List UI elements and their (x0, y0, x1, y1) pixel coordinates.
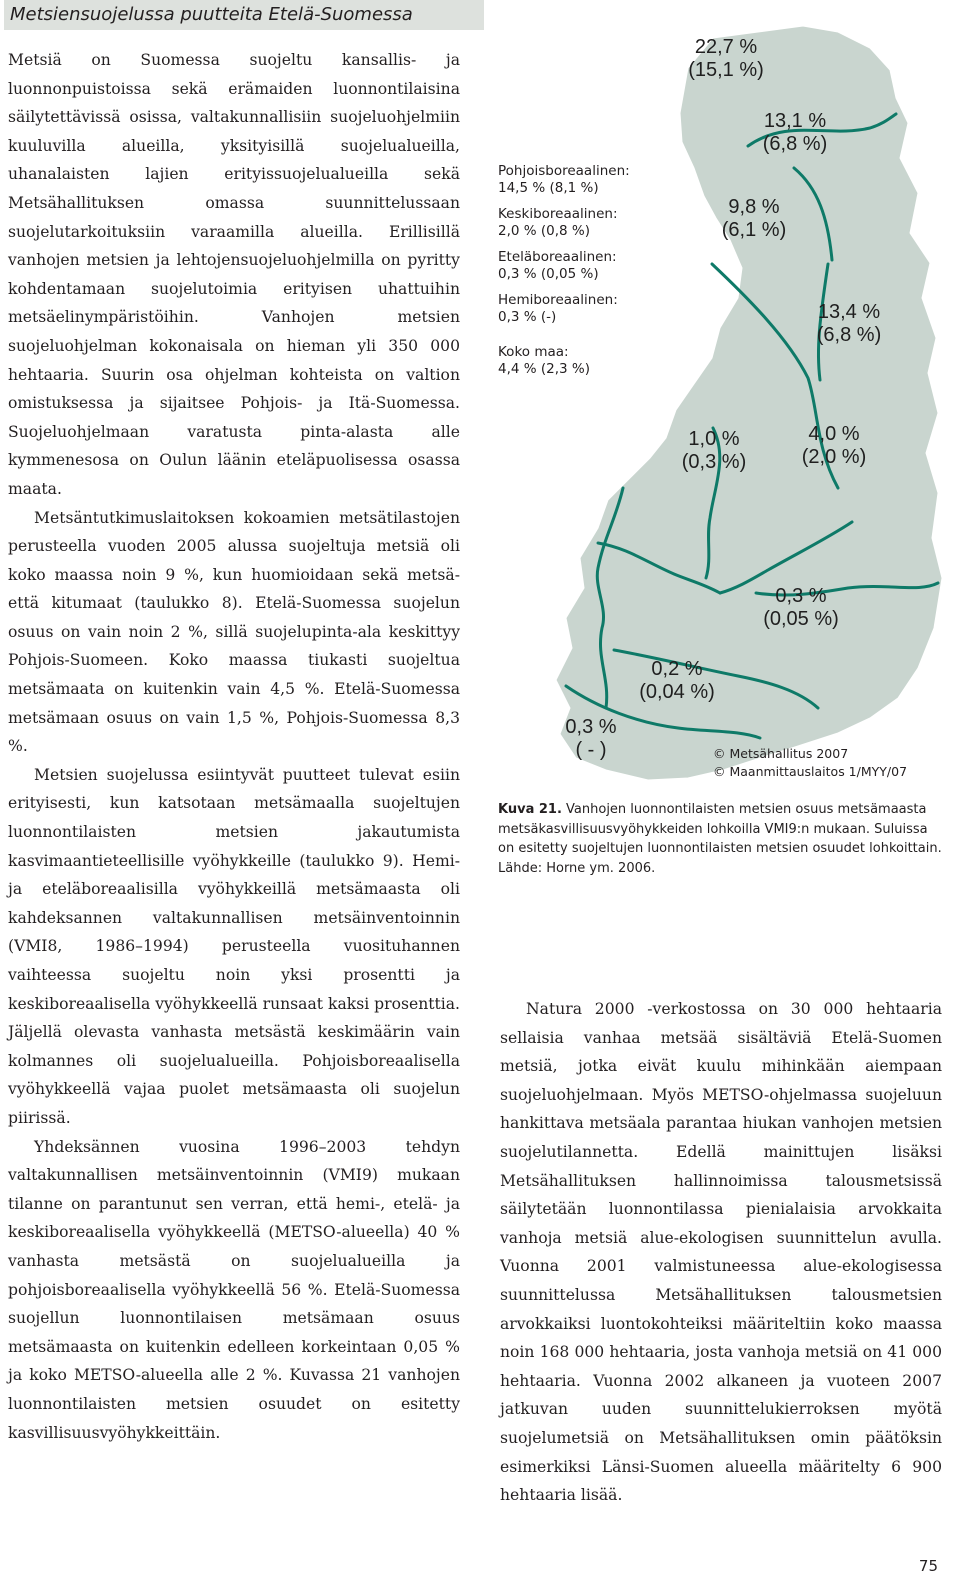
zone-statistics (498, 163, 688, 387)
stat-item: Pohjoisboreaalinen: 14,5 % (8,1 %) (498, 163, 630, 196)
region-label: 13,1 % (6,8 %) (762, 110, 828, 155)
region-label: 1,0 % (0,3 %) (681, 428, 747, 473)
stat-item: Koko maa: 4,4 % (2,3 %) (498, 344, 591, 377)
region-label: 0,3 % (0,05 %) (763, 585, 839, 630)
stat-item: Eteläboreaalinen: 0,3 % (0,05 %) (498, 249, 617, 282)
region-label: 4,0 % (2,0 %) (801, 423, 867, 468)
finland-zone-map (498, 18, 942, 790)
paragraph-5: Natura 2000 -verkostossa on 30 000 hehtaaria sellaisia vanhaa metsää sisältäviä Etelä-Suomen metsiä, jotka eivät kuulu mihinkään aiempaan suojeluohjelmaan. Myös METSO-ohjelmassa suojeluun hankittava metsäala parantaa hiukan vanhojen metsien suojelutilannetta. Edellä mainittujen lisäksi Metsähallituksen hallinnoimissa talousmetsissä säilytetään luonnontilassa pienialaisia arvokkaita vanhoja metsiä alue-ekologisen suunnittelun avulla. Vuonna 2001 valmistuneessa alue-ekologisessa suunnittelussa Metsähallituksen talousmetsien arvokkaiksi luontokohteiksi määriteltiin koko maassa noin 168 000 hehtaaria, josta vanhoja metsiä on 41 000 hehtaaria. Vuonna 2002 alkaneen ja vuoteen 2007 jatkuvan uuden suunnittelukierroksen myötä suojelumetsiä on Metsähallituksen omin päätöksin esimerkiksi Länsi-Suomen alueella määritelty 6 900 hehtaaria lisää. (500, 1000, 942, 1505)
page-number: 75 (918, 1557, 938, 1575)
copyright-maanmittauslaitos: © Maanmittauslaitos 1/MYY/07 (713, 764, 908, 779)
section-title: Metsiensuojelussa puutteita Etelä-Suomessa (4, 0, 484, 30)
region-label: 22,7 % (15,1 %) (688, 36, 764, 81)
figure-caption (498, 800, 942, 878)
paragraph-2: Metsäntutkimuslaitoksen kokoamien metsätilastojen perusteella vuoden 2005 alussa suojeltuja metsiä oli koko maassa noin 9 %, kun huomioidaan sekä metsä- että kitumaat (taulukko 8). Etelä-Suomessa suojelun osuus on vain noin 2 %, sillä suojelupinta-ala keskittyy Pohjois-Suomeen. Koko maassa tiukasti suojeltua metsämaata on kuitenkin vain 4,5 %. Etelä-Suomessa metsämaan osuus on vain 1,5 %, Pohjois-Suomessa 8,3 %. (8, 508, 460, 756)
region-label: 0,3 % ( - ) (565, 716, 617, 761)
stat-item: Hemiboreaalinen: 0,3 % (-) (498, 292, 618, 325)
region-label: 13,4 % (6,8 %) (816, 301, 882, 346)
right-column (500, 995, 942, 1510)
region-label: 9,8 % (6,1 %) (721, 196, 787, 241)
copyright-metsahallitus: © Metsähallitus 2007 (713, 746, 849, 761)
stat-item: Keskiboreaalinen: 2,0 % (0,8 %) (498, 206, 618, 239)
caption-label: Kuva 21. (498, 802, 562, 817)
paragraph-3: Metsien suojelussa esiintyvät puutteet tulevat esiin erityisesti, kun katsotaan metsämaalla suojeltujen luonnontilaisten metsien jakautumista kasvimaantieteellisille vyöhykkeille (taulukko 9). Hemi- ja eteläboreaalisilla vyöhykkeillä metsämaasta oli kahdeksannen valtakunnallisen metsäinventoinnin (VMI8, 1986–1994) perusteella vuosituhannen vaihteessa suojeltu noin yksi prosentti ja keskiboreaalisella vyöhykkeellä runsaat kaksi prosenttia. Jäljellä olevasta vanhasta metsästä keskimäärin vain kolmannes oli suojelualueilla. Pohjoisboreaalisella vyöhykkeellä vajaa puolet metsämaasta oli suojelun piirissä. (8, 765, 461, 1127)
paragraph-1: Metsiä on Suomessa suojeltu kansallis- ja luonnonpuistoissa sekä erämaiden luonnontilaisina säilytettävissä osissa, valtakunnallisiin suojeluohjelmiin kuuluvilla alueilla, yksityisillä suojelualueilla, uhanalaisten lajien erityissuojelualueilla sekä Metsähallituksen omassa suunnittelussaan suojelutarkoituksiin varaamilla alueilla. Erillisillä vanhojen metsien ja lehtojensuojeluohjelmilla on pyritty kohdentamaan suojelutoimia erityisen uhattuihin metsäelinympäristöihin. Vanhojen metsien suojeluohjelman kokonaisala on hieman yli 350 000 hehtaaria. Suurin osa ohjelman kohteista on valtion omistuksessa ja sijaitsee Pohjois- ja Itä-Suomessa. Suojeluohjelmaan varatusta pinta-alasta alle kymmenesosa on Oulun läänin eteläpuolisessa osassa maata. (8, 51, 460, 498)
caption-text: Vanhojen luonnontilaisten metsien osuus metsämaasta metsäkasvillisuusvyöhykkeiden lohkoilla VMI9:n mukaan. Suluissa on esitetty suojeltujen luonnontilaisten metsien osuudet lohkoittain. Lähde: Horne ym. 2006. (498, 802, 942, 876)
region-label: 0,2 % (0,04 %) (639, 658, 715, 703)
paragraph-4: Yhdeksännen vuosina 1996–2003 tehdyn valtakunnallisen metsäinventoinnin (VMI9) mukaan tilanne on parantunut sen verran, että hemi-, etelä- ja keskiboreaalisella vyöhykkeellä (METSO-alueella) 40 % vanhasta metsästä on suojelualueilla ja pohjoisboreaalisella vyöhykkeellä 56 %. Etelä-Suomessa suojellun luonnontilaisen metsämaan osuus metsämaasta on kuitenkin edelleen korkeintaan 0,05 % ja koko METSO-alueella alle 2 %. Kuvassa 21 vanhojen luonnontilaisten metsien osuudet on esitetty kasvillisuusvyöhykkeittäin. (8, 1137, 460, 1442)
left-column (8, 46, 460, 1447)
